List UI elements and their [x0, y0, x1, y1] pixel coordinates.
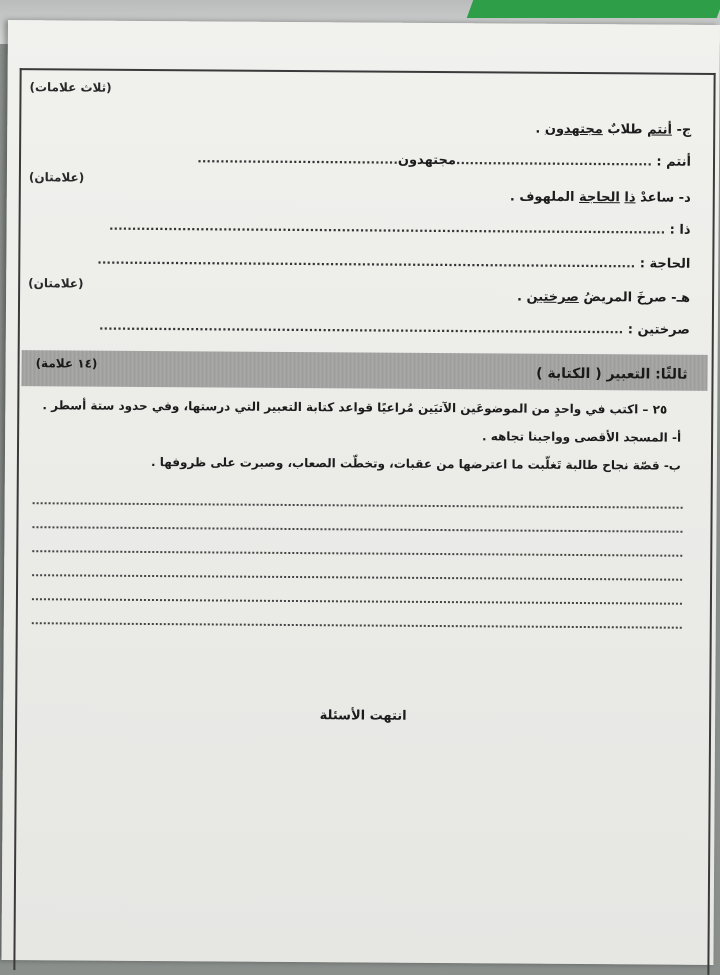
question-c-word2: مجتهدون: [544, 121, 603, 138]
question-d-end: الملهوف .: [509, 189, 580, 205]
question-c-word1: أنتم: [647, 122, 673, 138]
answer-c-dots-a: ...........................................: [455, 153, 652, 169]
question-d-prefix: د- ساعدْ: [635, 190, 691, 206]
section-marks: (١٤ علامة): [35, 356, 98, 371]
question-d: [510, 190, 691, 206]
marks-d: (علامتان): [28, 170, 85, 185]
answer-e-dots: ...................................................................................................................: [98, 318, 624, 337]
question-c: [535, 122, 691, 138]
marks-c: (ثلاث علامات): [29, 80, 112, 95]
question-c-prefix: ج-: [671, 122, 692, 138]
answer-d2-label: الحاجة :: [635, 256, 691, 272]
answer-e-label: صرختين :: [623, 322, 690, 338]
question-d-word1: ذا: [624, 190, 636, 206]
exam-paper: [1, 20, 720, 965]
question-c-mid: طلابٌ: [602, 122, 648, 138]
question-c-end: .: [535, 121, 545, 137]
question-e-prefix: هـ- صرخَ المريضُ: [578, 289, 691, 306]
section-header-band: [21, 350, 707, 391]
answer-d2-dots: ......................................................................................................................: [97, 252, 636, 271]
marks-e: (علامتان): [28, 276, 84, 291]
question-e-end: .: [516, 289, 527, 305]
answer-c-label: أنتم :: [651, 154, 692, 170]
end-of-questions: انتهت الأسئلة: [319, 708, 407, 724]
answer-c-word: مجتهدون: [397, 152, 456, 169]
question-d-word2: الحاجة: [579, 189, 620, 206]
section-title: ثالثًا: التعبير ( الكتابة ): [536, 365, 688, 383]
question-e-word1: صرختين: [526, 289, 579, 305]
question-25-option-b: ب- قصّة نجاح طالبة تَغلّبت ما اعترضها من عقبات، وتخطّت الصعاب، وصبرت على ظروفها .: [150, 455, 681, 473]
question-25-option-a: أ- المسجد الأقصى وواجبنا تجاهه .: [481, 429, 682, 445]
green-paper-edge: [467, 0, 720, 18]
question-e: [517, 290, 690, 306]
answer-c-dots-b: ............................................: [197, 151, 398, 167]
answer-d1-dots: ..........................................................................................................................: [108, 218, 666, 237]
answer-d1-label: ذا :: [665, 222, 691, 238]
question-25-prompt: ٢٥ – اكتب في واحدٍ من الموضوعَين الآتيَين مُراعيًا قواعد كتابة التعبير التي درستها، وفي حدود ستة أسطر .: [42, 398, 668, 417]
